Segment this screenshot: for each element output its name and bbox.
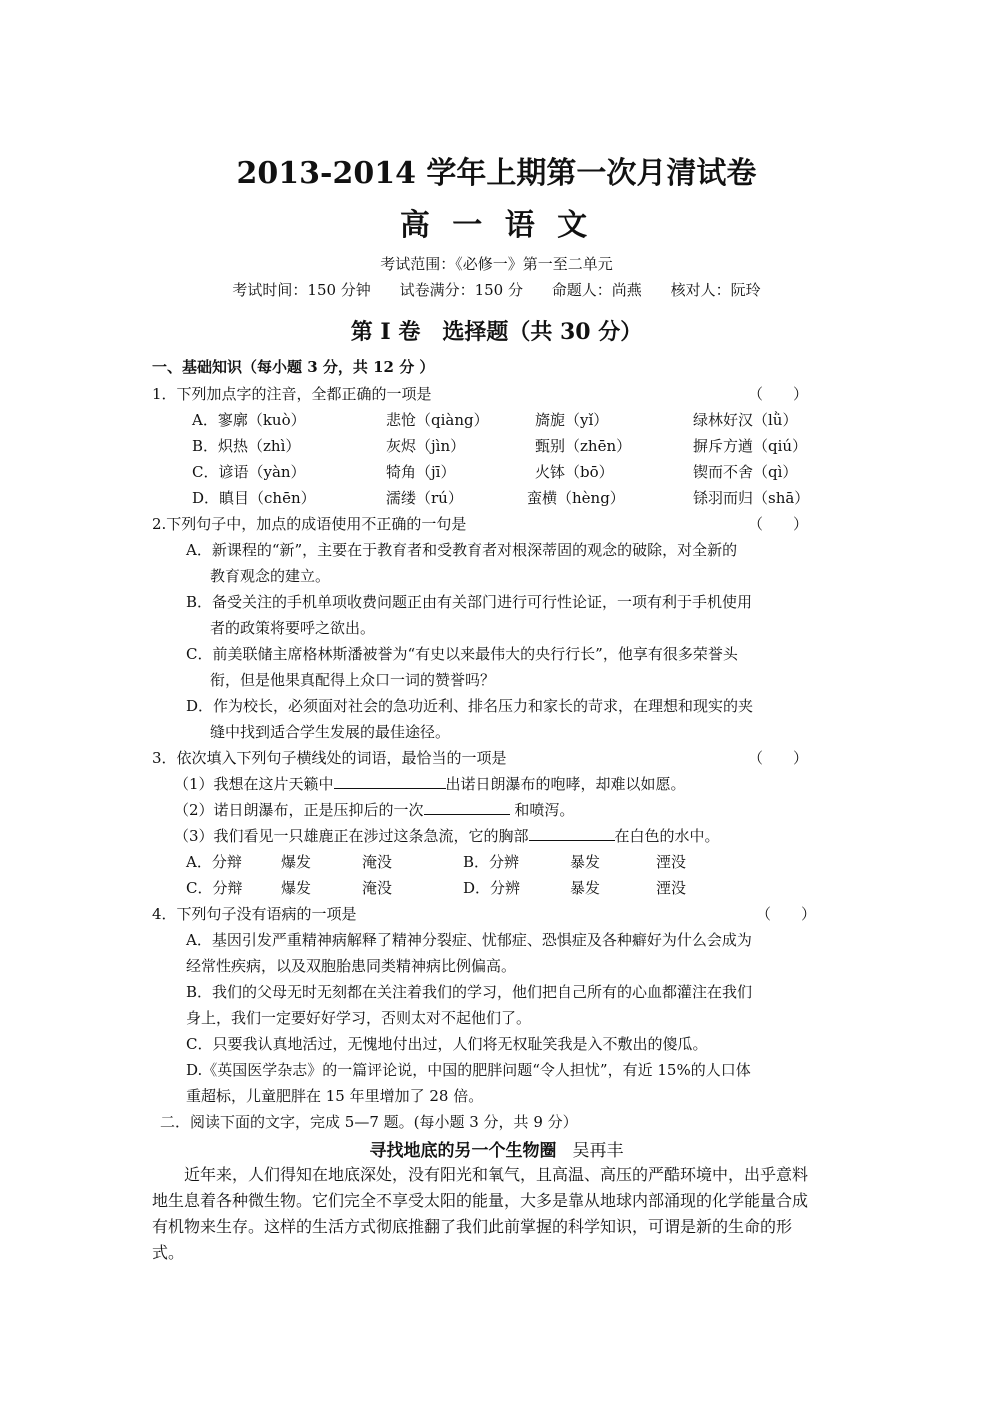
article-paragraph: 近年来，人们得知在地底深处，没有阳光和氧气，且高温、高压的严酷环境中，出乎意料地生息着各种微生物。它们完全不享受太阳的能量，大多是靠从地球内部涌现的化学能量合成有机物来生存。这样的生活方式彻底推翻了我们此前掌握的科学知识，可谓是新的生命的形式。 bbox=[152, 1165, 809, 1262]
q1-row-d-3: 蛮横（hèng） bbox=[527, 489, 625, 507]
q4-option-b-line1: B．我们的父母无时无刻都在关注着我们的学习，他们把自己所有的心血都灌注在我们 bbox=[186, 983, 753, 1001]
q1-row-b-4: 摒斥方遒（qiú） bbox=[693, 437, 808, 455]
q1-row-c-4: 锲而不舍（qì） bbox=[693, 463, 798, 481]
q2-option-d-line1: D．作为校长，必须面对社会的急功近利、排名压力和家长的苛求，在理想和现实的夹 bbox=[186, 697, 754, 715]
q1-row-b-3: 甄别（zhēn） bbox=[535, 437, 632, 455]
q4-option-a-line1: A．基因引发严重精神病解释了精神分裂症、忧郁症、恐惧症及各种癖好为什么会成为 bbox=[186, 931, 752, 949]
q3-option-d-1: D．分辨 bbox=[463, 879, 521, 897]
full-score: 试卷满分：150 分 bbox=[399, 281, 523, 299]
q1-row-b-2: 灰烬（jìn） bbox=[386, 437, 466, 455]
q4-option-a-line2: 经常性疾病，以及双胞胎患同类精神病比例偏高。 bbox=[186, 957, 517, 975]
q2-stem: 2.下列句子中，加点的成语使用不正确的一句是 bbox=[152, 515, 467, 533]
q2-option-b-line2: 者的政策将要呼之欲出。 bbox=[210, 619, 376, 637]
q1-row-b-1: B．炽热（zhì） bbox=[192, 437, 301, 455]
q2-option-c-line2: 衔，但是他果真配得上众口一词的赞誉吗？ bbox=[210, 671, 496, 689]
q3-stem: 3．依次填入下列句子横线处的词语，最恰当的一项是 bbox=[152, 749, 507, 767]
checker: 核对人：阮玲 bbox=[670, 281, 761, 299]
q3-s3-after: 在白色的水中。 bbox=[614, 827, 720, 845]
q1-paren: （ ） bbox=[748, 385, 809, 403]
q3-s3-before: （3）我们看见一只雄鹿正在涉过这条急流，它的胸部 bbox=[174, 827, 529, 845]
q1-row-c-1: C．谚语（yàn） bbox=[192, 463, 306, 481]
q4-option-d-line2: 重超标，儿童肥胖在 15 年里增加了 28 倍。 bbox=[186, 1087, 484, 1105]
q3-option-b-2: 暴发 bbox=[570, 853, 601, 871]
q3-sentence-2 bbox=[174, 799, 574, 820]
q1-row-a-1: A．寥廓（kuò） bbox=[192, 411, 306, 429]
q3-option-b-1: B．分辨 bbox=[463, 853, 520, 871]
q3-paren: （ ） bbox=[748, 749, 809, 767]
q4-paren: （ ） bbox=[756, 905, 817, 923]
q2-option-b-line1: B．备受关注的手机单项收费问题正由有关部门进行可行性论证，一项有利于手机使用 bbox=[186, 593, 753, 611]
section2-heading: 二．阅读下面的文字，完成 5—7 题。(每小题 3 分，共 9 分） bbox=[160, 1113, 578, 1131]
article-title-text: 寻找地底的另一个生物圈 bbox=[369, 1141, 557, 1161]
q3-s2-after: 和喷泻。 bbox=[514, 801, 575, 819]
q4-option-c-line1: C．只要我认真地活过，无愧地付出过，人们将无权耻笑我是入不敷出的傻瓜。 bbox=[186, 1035, 708, 1053]
q2-option-d-line2: 缝中找到适合学生发展的最佳途径。 bbox=[210, 723, 451, 741]
exam-scope: 考试范围：《必修一》第一至二单元 bbox=[380, 255, 613, 273]
q1-row-a-3: 旖旎（yǐ） bbox=[535, 411, 609, 429]
q2-option-a-line1: A．新课程的“新”，主要在于教育者和受教育者对根深蒂固的观念的破除，对全新的 bbox=[186, 541, 738, 559]
q3-s1-before: （1）我想在这片天籁中 bbox=[174, 775, 334, 793]
q2-option-c-line1: C．前美联储主席格林斯潘被誉为“有史以来最伟大的央行行长”，他享有很多荣誉头 bbox=[186, 645, 738, 663]
subject-title: 高 一 语 文 bbox=[399, 208, 594, 243]
article-author: 吴再丰 bbox=[572, 1141, 624, 1161]
q1-row-d-4: 铩羽而归（shā） bbox=[693, 489, 810, 507]
q1-stem: 1．下列加点字的注音，全都正确的一项是 bbox=[152, 385, 432, 403]
q3-s1-after: 出诺日朗瀑布的咆哮，却难以如愿。 bbox=[445, 775, 686, 793]
q1-row-c-2: 犄角（jī） bbox=[386, 463, 456, 481]
q1-row-d-2: 濡缕（rú） bbox=[386, 489, 463, 507]
q3-option-c-3: 淹没 bbox=[362, 879, 393, 897]
exam-title: 2013-2014 学年上期第一次月清试卷 bbox=[236, 156, 757, 191]
q3-option-b-3: 湮没 bbox=[656, 853, 687, 871]
q4-option-d-line1: D.《英国医学杂志》的一篇评论说，中国的肥胖问题“令人担忧”，有近 15%的人口体 bbox=[186, 1061, 751, 1079]
q2-option-a-line2: 教育观念的建立。 bbox=[210, 567, 331, 585]
q3-option-d-2: 暴发 bbox=[570, 879, 601, 897]
exam-meta bbox=[0, 279, 993, 300]
article-title bbox=[0, 1136, 993, 1161]
q3-option-c-1: C．分辩 bbox=[186, 879, 243, 897]
q4-stem: 4．下列句子没有语病的一项是 bbox=[152, 905, 357, 923]
q3-option-d-3: 湮没 bbox=[656, 879, 687, 897]
q1-row-a-4: 绿林好汉（lǜ） bbox=[693, 411, 798, 429]
q1-row-d-1: D．瞋目（chēn） bbox=[192, 489, 316, 507]
blank-1 bbox=[334, 774, 446, 789]
q3-option-c-2: 爆发 bbox=[281, 879, 312, 897]
q4-option-b-line2: 身上，我们一定要好好学习，否则太对不起他们了。 bbox=[186, 1009, 532, 1027]
blank-2 bbox=[424, 800, 510, 815]
q1-row-c-3: 火钵（bō） bbox=[535, 463, 614, 481]
setter: 命题人：尚燕 bbox=[551, 281, 642, 299]
blank-3 bbox=[529, 826, 615, 841]
q3-sentence-1 bbox=[174, 773, 686, 794]
q3-option-a-1: A．分辩 bbox=[186, 853, 242, 871]
q1-row-a-2: 悲怆（qiàng） bbox=[386, 411, 489, 429]
exam-time: 考试时间：150 分钟 bbox=[232, 281, 371, 299]
q3-s2-before: （2）诺日朗瀑布，正是压抑后的一次 bbox=[174, 801, 424, 819]
part1-title: 第 I 卷 选择题（共 30 分） bbox=[350, 319, 643, 345]
q3-option-a-3: 淹没 bbox=[362, 853, 393, 871]
q3-option-a-2: 爆发 bbox=[281, 853, 312, 871]
section1-heading: 一、基础知识（每小题 3 分，共 12 分 ） bbox=[152, 358, 435, 376]
q2-paren: （ ） bbox=[748, 515, 809, 533]
q3-sentence-3 bbox=[174, 825, 720, 846]
